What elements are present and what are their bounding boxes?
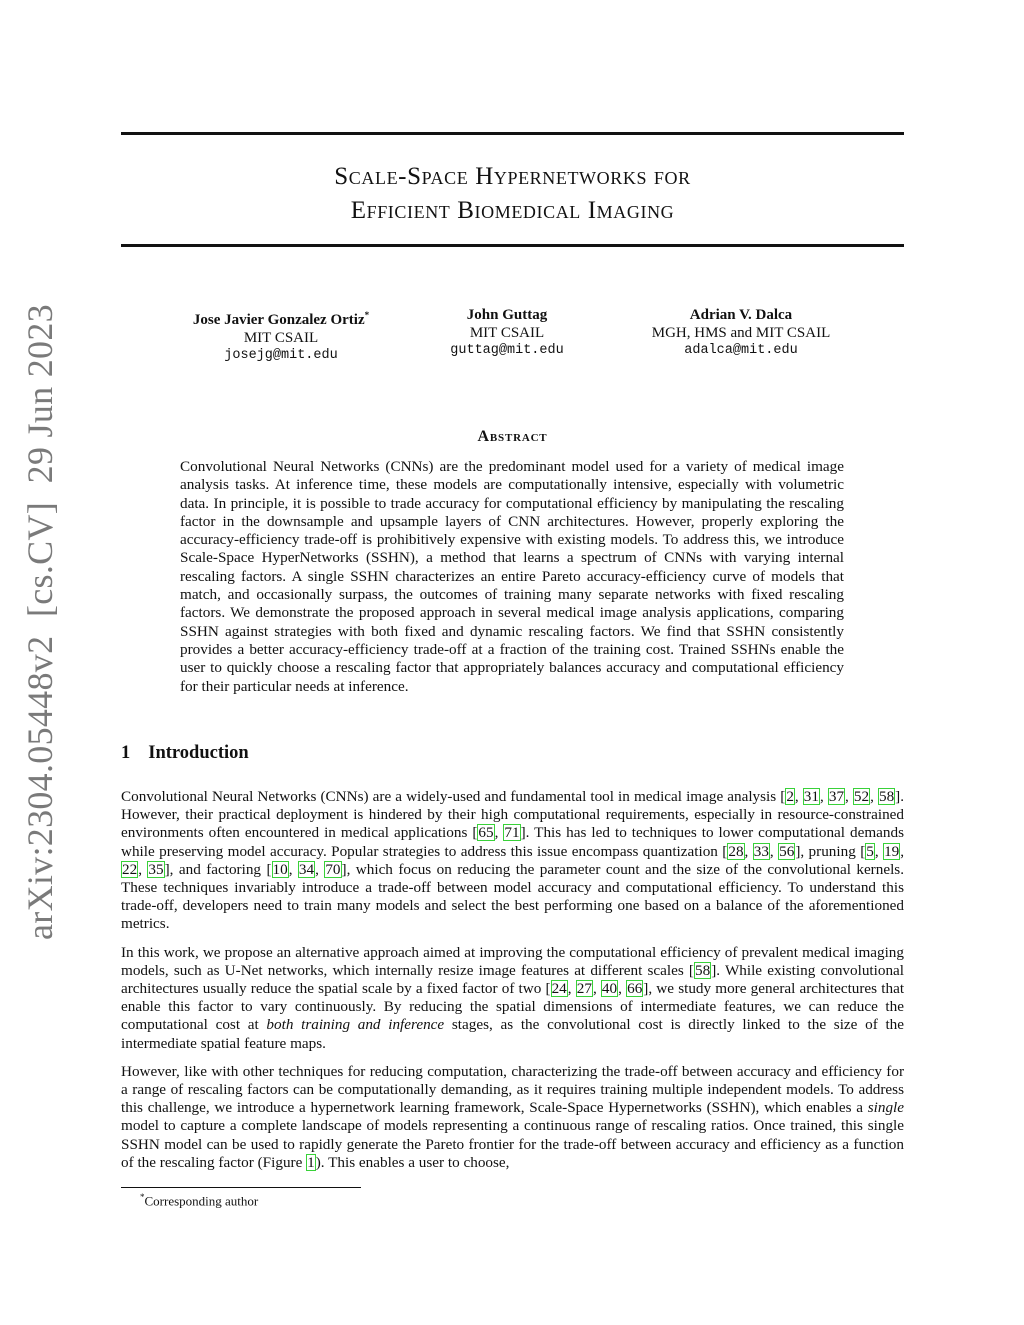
author-name: John Guttag (466, 307, 548, 323)
author-3 (621, 306, 861, 360)
citation-link[interactable]: 35 (148, 860, 164, 878)
footnote-text: Corresponding author (144, 1193, 259, 1209)
section-number: 1 (121, 743, 131, 763)
citation-link[interactable]: 40 (601, 980, 618, 998)
title-line-2: Efficient Biomedical Imaging (350, 197, 675, 224)
citation-link[interactable]: 24 (551, 980, 567, 998)
footnote-rule (121, 1187, 361, 1188)
figure-reference-link[interactable]: 1 (307, 1153, 315, 1171)
citation-link[interactable]: 22 (122, 860, 138, 878)
citation-link[interactable]: 2 (786, 788, 794, 805)
author-footnote-mark: * (364, 310, 370, 320)
citation-link[interactable]: 19 (884, 842, 900, 860)
author-email[interactable]: adalca@mit.edu (684, 343, 798, 358)
citation-link[interactable]: 66 (627, 980, 643, 998)
citation-link[interactable]: 56 (779, 842, 795, 860)
citation-link[interactable]: 5 (866, 842, 874, 860)
citation-link[interactable]: 58 (695, 961, 711, 979)
abstract-text: Convolutional Neural Networks (CNNs) are the predominant model used for a variety of medical image analysis tasks. At inference time, these models are computationally intensive, especially with volumetric data. In principle, it is possible to trade accuracy for computational efficiency by manipulating the rescaling factor in the downsample and upsample layers of CNN architectures. However, properly exploring the accuracy-efficiency trade-off is prohibitively expensive with existing models. To address this, we introduce Scale-Space HyperNetworks (SSHN), a method that learns a spectrum of CNNs with varying internal rescaling factors. A single SSHN characterizes an entire Pareto accuracy-efficiency curve of models that match, and occasionally surpass, the outcomes of training many separate networks with fixed rescaling factors. We demonstrate the proposed approach in several medical image analysis applications, comparing SSHN against strategies with both fixed and dynamic rescaling factors. We find that SSHN consistently provides a better accuracy-efficiency trade-off at a fraction of the training cost. Trained SSHNs enable the user to quickly choose a rescaling factor that appropriately balances accuracy and computational efficiency for their particular needs at inference. (180, 458, 844, 695)
paragraph-3: However, like with other techniques for reducing computation, characterizing the trade-off between accuracy and efficiency for a range of rescaling factors can be computationally demanding, as it requires training multiple independent models. To address this challenge, we introduce a hypernetwork learning framework, Scale-Space Hypernetworks (SSHN), which enables a single model to capture a complete landscape of models representing a continuous range of rescaling ratios. Once trained, this single SSHN model can be used to rapidly generate the Pareto frontier for the trade-off between accuracy and efficiency as a function of the rescaling factor (Figure 1). This enables a user to choose, (121, 1062, 904, 1171)
paragraph-1: Convolutional Neural Networks (CNNs) are a widely-used and fundamental tool in medical image analysis [2, 31, 37, 52, 58]. However, their practical deployment is hindered by their high computational requirements, especially in resource-constrained environments often encountered in medical applications [65, 71]. This has led to techniques to lower computational demands while preserving model accuracy. Popular strategies to address this issue encompass quantization [28, 33, 56], pruning [5, 19, 22, 35], and factoring [10, 34, 70], which focus on reducing the parameter count and the size of the convolutional kernels. These techniques invariably introduce a trade-off between model accuracy and computational efficiency. To understand this trade-off, developers need to train many models and select the best performing one based on a balance of the aforementioned metrics. (121, 788, 905, 933)
abstract-heading: Abstract (477, 428, 548, 445)
citation-link[interactable]: 33 (753, 842, 769, 860)
citation-link[interactable]: 71 (504, 824, 520, 842)
citation-link[interactable]: 70 (325, 860, 341, 878)
section-title: Introduction (148, 743, 249, 763)
author-affiliation: MIT CSAIL (469, 325, 545, 341)
citation-link[interactable]: 28 (728, 842, 744, 860)
footnote (140, 1192, 258, 1209)
citation-link[interactable]: 10 (272, 860, 288, 878)
author-1 (151, 306, 411, 365)
author-name: Adrian V. Dalca (689, 307, 793, 323)
title-rule-top (121, 132, 904, 135)
title-line-1: Scale-Space Hypernetworks for (334, 163, 691, 190)
citation-link[interactable]: 58 (878, 788, 895, 805)
author-email[interactable]: josejg@mit.edu (224, 348, 338, 363)
author-name: Jose Javier Gonzalez Ortiz (192, 312, 365, 328)
author-affiliation: MGH, HMS and MIT CSAIL (651, 325, 831, 341)
arxiv-identifier: arXiv:2304.05448v2 [cs.CV] 29 Jun 2023 (20, 304, 60, 940)
footnote-mark: * (140, 1192, 145, 1202)
citation-link[interactable]: 31 (803, 788, 819, 805)
citation-link[interactable]: 34 (298, 860, 315, 878)
paragraph-2: In this work, we propose an alternative approach aimed at improving the computational efficiency of prevalent medical imaging models, such as U-Net networks, which internally resize image features at different scales [58]. While existing convolutional architectures usually reduce the spatial scale by a fixed factor of two [24, 27, 40, 66], we study more general architectures that enable this factor to vary continuously. By reducing the spatial dimensions of intermediate features, we can reduce the computational cost at both training and inference stages, as the convolutional cost is directly linked to the size of the intermediate spatial feature maps. (121, 943, 905, 1052)
title-rule-bottom (121, 244, 904, 247)
author-2 (417, 306, 597, 360)
author-affiliation: MIT CSAIL (243, 330, 319, 346)
author-email[interactable]: guttag@mit.edu (450, 343, 564, 358)
citation-link[interactable]: 37 (828, 788, 845, 805)
citation-link[interactable]: 27 (576, 980, 592, 998)
paper-title (121, 160, 904, 228)
citation-link[interactable]: 52 (853, 788, 870, 805)
section-heading (121, 743, 249, 764)
citation-link[interactable]: 65 (478, 824, 494, 842)
introduction-body (121, 788, 904, 1182)
